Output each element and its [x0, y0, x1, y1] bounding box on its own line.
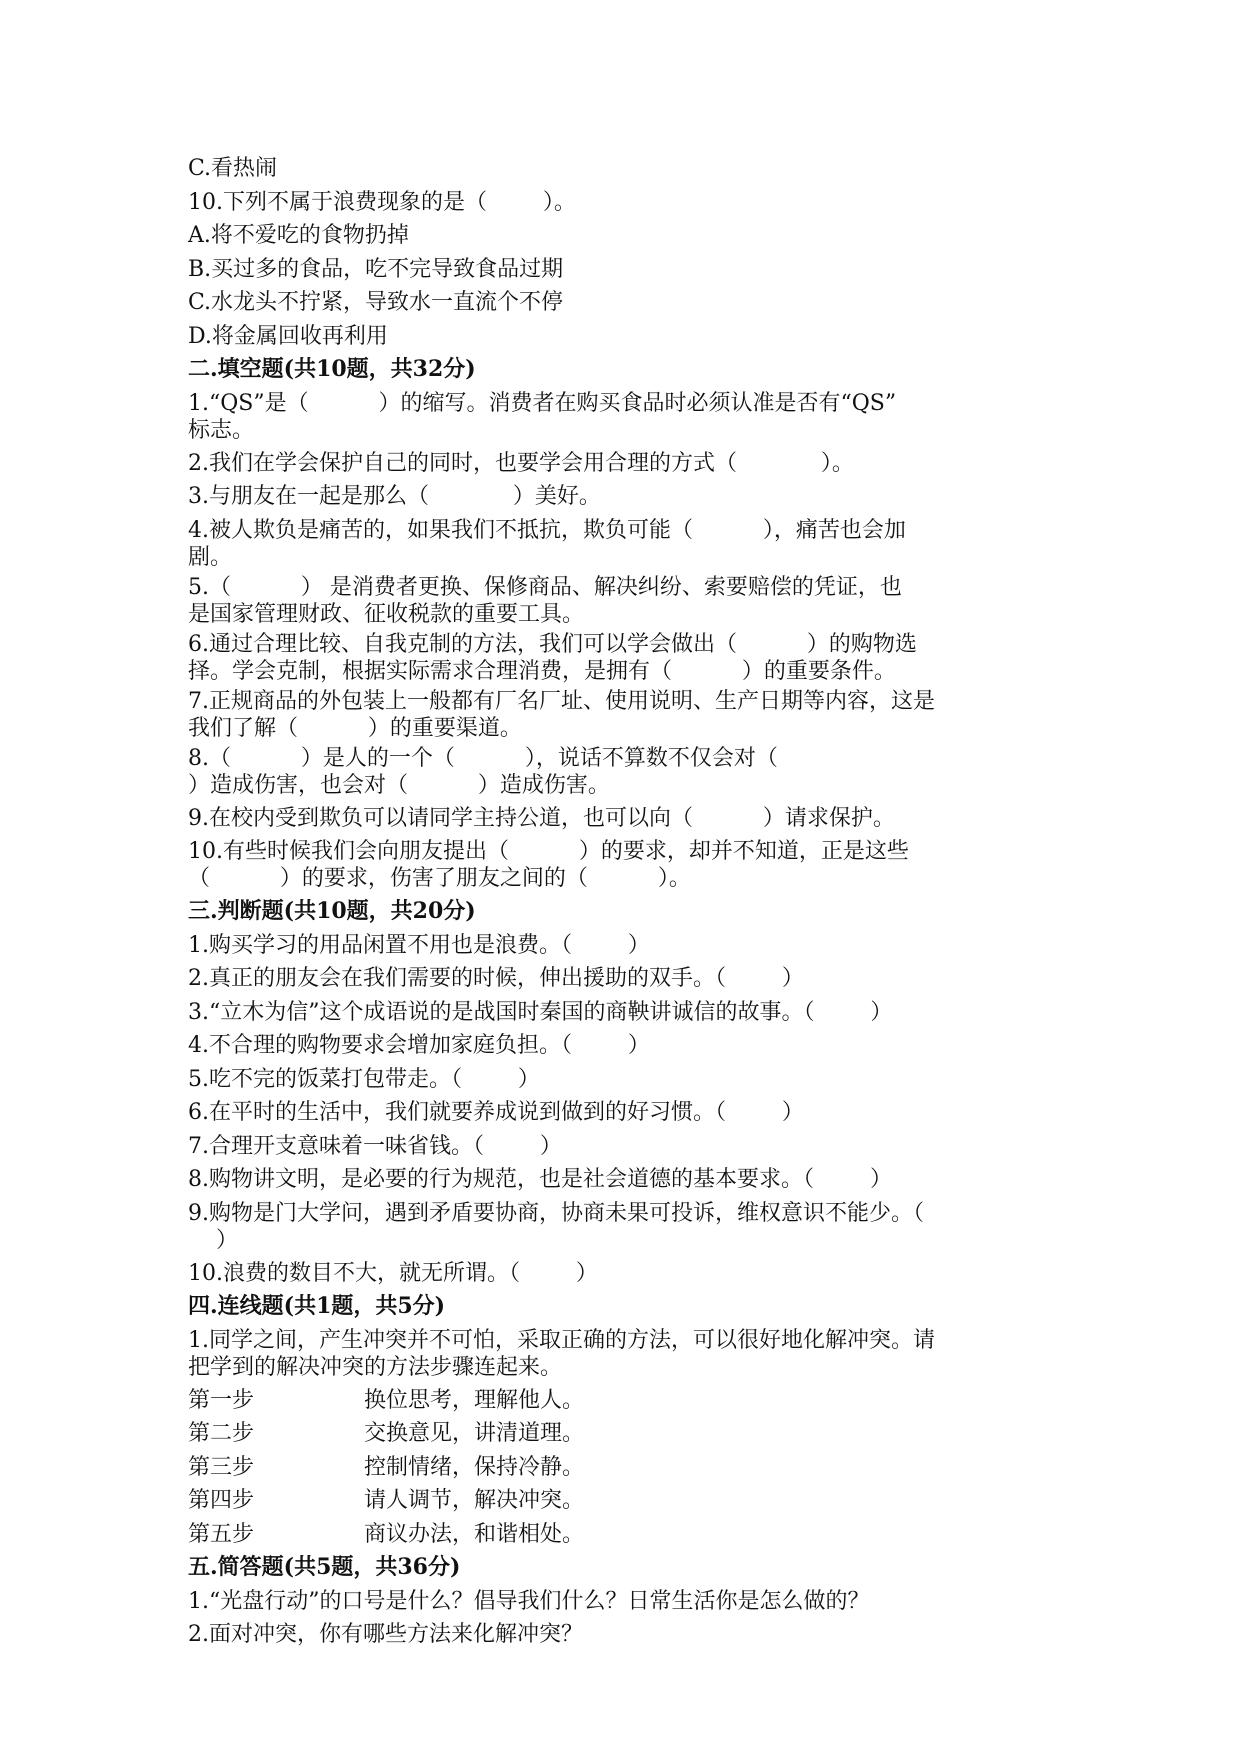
short-answer-question-1: 1.“光盘行动”的口号是什么？倡导我们什么？日常生活你是怎么做的？ [188, 1588, 870, 1614]
matching-row [188, 1451, 1058, 1485]
option-d: D.将金属回收再利用 [188, 323, 388, 349]
fill-question-6: 6.通过合理比较、自我克制的方法，我们可以学会做出（ ）的购物选 择。学会克制，根据实际需求合理消费，是拥有（ ）的重要条件。 [188, 631, 917, 684]
step-label: 第五步 [188, 1521, 255, 1547]
section-title-true-false: 三.判断题(共10题，共20分) [188, 898, 476, 924]
matching-row [188, 1484, 1058, 1518]
matching-row [188, 1384, 1058, 1418]
fill-question-5: 5.（ ） 是消费者更换、保修商品、解决纠纷、索要赔偿的凭证，也 是国家管理财政、征收税款的重要工具。 [188, 574, 902, 627]
fill-question-4: 4.被人欺负是痛苦的，如果我们不抵抗，欺负可能（ ），痛苦也会加 剧。 [188, 517, 906, 570]
section-title-fill-blank: 二.填空题(共10题，共32分) [188, 356, 476, 382]
matching-question-1: 1.同学之间，产生冲突并不可怕，采取正确的方法，可以很好地化解冲突。请 把学到的解决冲突的方法步骤连起来。 [188, 1327, 935, 1380]
judge-question-8: 8.购物讲文明，是必要的行为规范，也是社会道德的基本要求。（ ） [188, 1167, 892, 1192]
fill-question-9: 9.在校内受到欺负可以请同学主持公道，也可以向（ ）请求保护。 [188, 805, 895, 831]
step-label: 第二步 [188, 1421, 255, 1446]
option-c: C.看热闹 [188, 156, 278, 181]
matching-row [188, 1518, 1058, 1552]
step-label: 第四步 [188, 1488, 255, 1513]
judge-question-6: 6.在平时的生活中，我们就要养成说到做到的好习惯。（ ） [188, 1100, 804, 1125]
judge-question-10: 10.浪费的数目不大，就无所谓。（ ） [188, 1260, 598, 1286]
step-label: 第三步 [188, 1454, 255, 1480]
fill-question-2: 2.我们在学会保护自己的同时，也要学会用合理的方式（ ）。 [188, 450, 854, 476]
judge-question-4: 4.不合理的购物要求会增加家庭负担。（ ） [188, 1033, 650, 1058]
judge-question-7: 7.合理开支意味着一味省钱。（ ） [188, 1133, 562, 1159]
judge-question-9: 9.购物是门大学问，遇到矛盾要协商，协商未果可投诉，维权意识不能少。（ ） [188, 1200, 924, 1253]
judge-question-2: 2.真正的朋友会在我们需要的时候，伸出援助的双手。（ ） [188, 966, 804, 991]
fill-question-1: 1.“QS”是（ ）的缩写。消费者在购买食品时必须认准是否有“QS” 标志。 [188, 390, 897, 443]
method-label: 交换意见，讲清道理。 [364, 1421, 585, 1446]
matching-row [188, 1417, 1058, 1451]
exam-page [188, 152, 1058, 1652]
short-answer-question-2: 2.面对冲突，你有哪些方法来化解冲突？ [188, 1622, 583, 1647]
judge-question-1: 1.购买学习的用品闲置不用也是浪费。（ ） [188, 932, 650, 958]
judge-question-3: 3.“立木为信”这个成语说的是战国时秦国的商鞅讲诚信的故事。（ ） [188, 999, 893, 1025]
method-label: 控制情绪，保持冷静。 [364, 1454, 585, 1480]
fill-question-7: 7.正规商品的外包装上一般都有厂名厂址、使用说明、生产日期等内容，这是 我们了解（ ）的重要渠道。 [188, 688, 935, 741]
fill-question-3: 3.与朋友在一起是那么（ ）美好。 [188, 484, 601, 509]
step-label: 第一步 [188, 1387, 255, 1413]
section-title-matching: 四.连线题(共1题，共5分) [188, 1293, 446, 1319]
fill-question-10: 10.有些时候我们会向朋友提出（ ）的要求，却并不知道，正是这些 （ ）的要求，伤害了朋友之间的（ ）。 [188, 839, 909, 891]
method-label: 请人调节，解决冲突。 [364, 1488, 585, 1513]
question-10: 10.下列不属于浪费现象的是（ ）。 [188, 189, 576, 215]
method-label: 换位思考，理解他人。 [364, 1387, 585, 1413]
method-label: 商议办法，和谐相处。 [364, 1521, 585, 1547]
option-c: C.水龙头不拧紧，导致水一直流个不停 [188, 290, 564, 315]
fill-question-8: 8.（ ）是人的一个（ ），说话不算数不仅会对（ ）造成伤害，也会对（ ）造成伤害。 [188, 745, 778, 798]
section-title-short-answer: 五.简答题(共5题，共36分) [188, 1554, 461, 1580]
option-b: B.买过多的食品，吃不完导致食品过期 [188, 256, 564, 282]
judge-question-5: 5.吃不完的饭菜打包带走。（ ） [188, 1066, 540, 1092]
option-a: A.将不爱吃的食物扔掉 [188, 223, 409, 248]
